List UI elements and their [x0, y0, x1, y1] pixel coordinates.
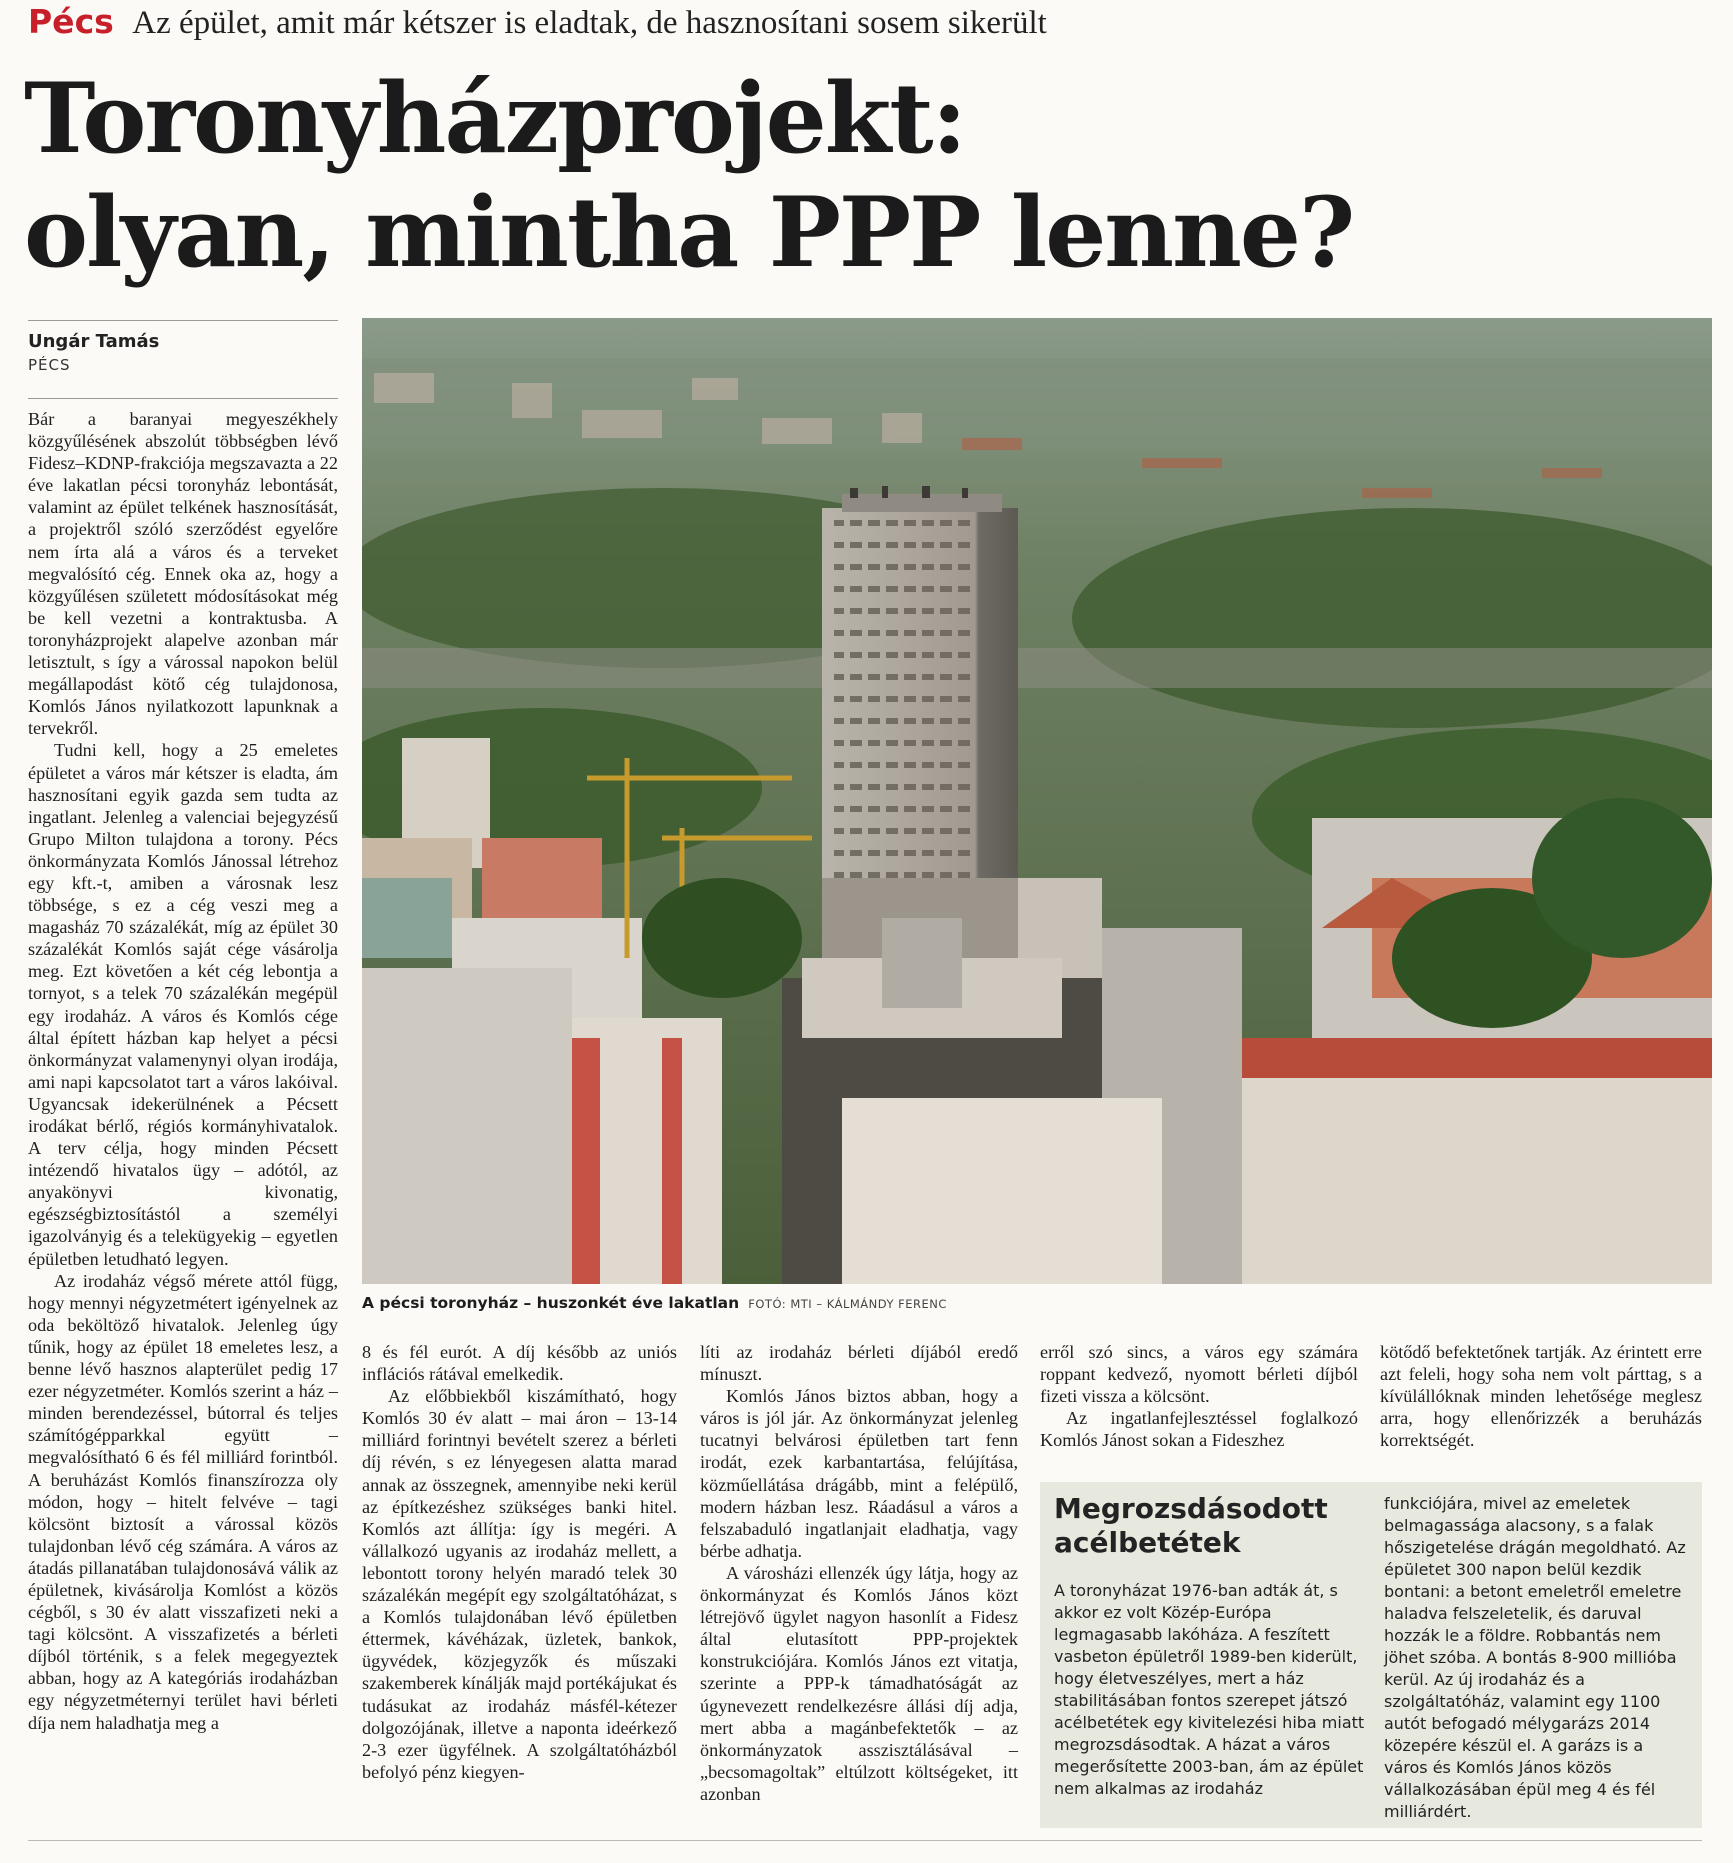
bottom-rule — [28, 1840, 1702, 1841]
article-column-2 — [362, 1341, 677, 1783]
article-column-4 — [1040, 1341, 1358, 1451]
headline — [24, 62, 1424, 290]
photo-tower-block — [362, 318, 1712, 1284]
sidebar-paragraph: funkciójára, mivel az emeletek belmagassága alacsony, s a falak hőszigetelése drágán megoldható. Az épületet 300 napon belül kezdik bontani: a betont emeletről emeletre haladva felszeletelik, és daruval hozzák le a földre. Robbantás nem jöhet szóba. A bontás 8-900 millióba kerül. Az új irodaház és a szolgáltatóház, valamint egy 1100 autót befogadó mélygarázs 2014 közepére készül el. A garázs is a város és Komlós János közös vállalkozásában épül meg 4 és fél milliárdért. — [1384, 1494, 1686, 1821]
article-column-5 — [1380, 1341, 1702, 1451]
paragraph: erről szó sincs, a város egy számára roppant kedvező, nyomott bérleti díjból fizeti vissza a kölcsönt. — [1040, 1342, 1358, 1407]
headline-line-1: Toronyházprojekt: — [24, 62, 965, 175]
article-column-3 — [700, 1341, 1018, 1805]
photo-credit: FOTÓ: MTI – KÁLMÁNDY FERENC — [748, 1297, 947, 1311]
sidebar-column-1 — [1054, 1580, 1366, 1800]
kicker-city: Pécs — [28, 2, 114, 41]
byline — [28, 330, 159, 376]
paragraph: 8 és fél eurót. A díj később az uniós inflációs rátával emelkedik. — [362, 1342, 677, 1385]
headline-line-2: olyan, mintha PPP lenne? — [24, 176, 1354, 289]
photo-illustration — [362, 318, 1712, 1284]
photo-caption — [362, 1293, 947, 1312]
kicker-deck: Az épület, amit már kétszer is eladtak, de hasznosítani sosem sikerült — [132, 5, 1047, 41]
paragraph: Komlós János biztos abban, hogy a város is jól jár. Az önkormányzat jelenleg tucatnyi belvárosi épületben tart fenn irodát, ezek karbantartása, felújítása, közműellátása drágább, mint a felépülő, modern házban lesz. Ráadásul a város a felszabaduló ingatlanjait eladhatja, vagy bérbe adhatja. — [700, 1386, 1018, 1561]
kicker — [28, 2, 1047, 43]
byline-rule-top — [28, 320, 338, 321]
author-name: Ungár Tamás — [28, 331, 160, 352]
sidebar-paragraph: A toronyházat 1976-ban adták át, s akkor ez volt Közép-Európa legmagasabb lakóháza. A feszített vasbeton épületről 1989-ben kiderült, hogy életveszélyes, mert a ház stabilitásában fontos szerepet játszó acélbetétek egy kivitelezési hiba miatt megrozsdásodtak. A házat a város megerősítette 2003-ban, ám az épület nem alkalmas az irodaház — [1054, 1581, 1365, 1798]
paragraph: kötődő befektetőnek tartják. Az érintett erre azt feleli, hogy soha nem volt párttag, s a kívülállóknak minden lehetősége meglesz arra, hogy ellenőrizzék a beruházás korrektségét. — [1380, 1342, 1702, 1451]
paragraph: líti az irodaház bérleti díjából eredő mínuszt. — [700, 1342, 1018, 1385]
caption-text: A pécsi toronyház – huszonkét éve lakatlan — [362, 1294, 740, 1312]
sidebar-column-2 — [1384, 1493, 1690, 1823]
paragraph: A városházi ellenzék úgy látja, hogy az önkormányzat és Komlós János közt létrejövő ügylet nagyon hasonlít a Fidesz által elutasított PPP-projektek konstrukciójára. Komlós János ezt vitatja, szerinte a PPP-k támadhatóságát az úgynevezett rendelkezésre állási díj adja, mert abba a magánbefektetők – az önkormányzatok asszisztálásával – „becsomagoltak” eltúlzott költségeket, itt azonban — [700, 1562, 1018, 1804]
paragraph: Az ingatlanfejlesztéssel foglalkozó Komlós Jánost sokan a Fideszhez — [1040, 1408, 1358, 1451]
paragraph: Az előbbiekből kiszámítható, hogy Komlós 30 év alatt – mai áron – 13-14 milliárd forintnyi bevételt szerez a bérleti díj révén, s ez lényegesen alatta marad annak az összegnek, amennyibe neki kerül az építkezéshez szükséges banki hitel. Komlós azt állítja: így is megéri. A vállalkozó ugyanis az irodaház mellett, a lebontott torony helyén maradó telek 30 százalékán megépít egy szolgáltatóházat, s a Komlós tulajdonában lévő épületben éttermek, kávéházak, üzletek, bankok, ügyvédek, közjegyzők és műszaki szakemberek kínálják majd portékájukat és tudásukat az irodaház másfél-kétezer dolgozójának, illetve a naponta ideérkező 2-3 ezer ügyfélnek. A szolgáltatóházból befolyó pénz kiegyen- — [362, 1386, 677, 1782]
paragraph: Bár a baranyai megyeszékhely közgyűlésének abszolút többségben lévő Fidesz–KDNP-frakciója megszavazta a 22 éve lakatlan pécsi toronyház lebontását, valamint az épület telkének hasznosítását, a projektről szóló szerződést egyelőre nem írta alá a város és a terveket megvalósító cég. Ennek oka az, hogy a közgyűlésen született módosításokat még be kell vezetni a kontraktusba. A toronyházprojekt alapelve azonban már letisztult, s így a várossal napokon belül megállapodást kötő cég tulajdonosa, Komlós János nyilatkozott lapunknak a tervekről. — [28, 409, 338, 739]
article-column-1 — [28, 408, 338, 1734]
paragraph: Az irodaház végső mérete attól függ, hogy mennyi négyzetmétert igényelnek az oda beköltöző hivatalok. Jelenleg úgy tűnik, hogy az épület 18 emeletes lesz, a benne lévő hasznos alapterület pedig 17 ezer négyzetméter. Komlós szerint a ház – minden berendezéssel, bútorral és teljes számítógépparkkal együtt – megvalósítható 6 és fél milliárd forintból. A beruházást Komlós finanszírozza oly módon, hogy – hitelt felvéve – tagi kölcsönt biztosít a várossal közös tulajdonban lévő cég számára. A város az átadás pillanatában tulajdonosává válik az épületnek, kivásárolja Komlóst a közös cégből, s 30 év alatt visszafizeti neki a tagi kölcsönt. A visszafizetés a bérleti díjból történik, s a felek megegyeztek abban, hogy az A kategóriás irodaházban egy négyzetméternyi terület havi bérleti díja nem haladhatja meg a — [28, 1270, 338, 1733]
dateline-place: PÉCS — [28, 356, 71, 374]
byline-rule-bottom — [28, 398, 338, 399]
sidebar-title: Megrozsdásodott acélbetétek — [1054, 1492, 1328, 1559]
paragraph: Tudni kell, hogy a 25 emeletes épületet a város már kétszer is eladta, ám hasznosítani egyik gazda sem tudta az ingatlant. Jelenleg a valenciai bejegyzésű Grupo Milton tulajdona a torony. Pécs önkormányzata Komlós Jánossal létrehoz egy kft.-t, amiben a városnak lesz többsége, s ez a cég veszi meg a magasház 70 százalékát, míg az épület 30 százalékát Komlós saját cége vásárolja meg. Ezt követően a két cég lebontja a tornyot, s a telek 70 százalékán megépül egy irodaház. A város és Komlós cége által épített házban kap helyet a pécsi önkormányzat valamenynyi olyan irodája, ami napi kapcsolatot tart a város lakóival. Ugyancsak idekerülnének a Pécsett irodákat bérlő, régiós kormányhivatalok. A terv célja, hogy minden Pécsett intézendő hivatalos ügy – adótól, az anyakönyvi kivonatig, egészségbiztosítástól a személyi igazolványig és a telekügyekig – egyetlen épületben letudható legyen. — [28, 740, 338, 1269]
